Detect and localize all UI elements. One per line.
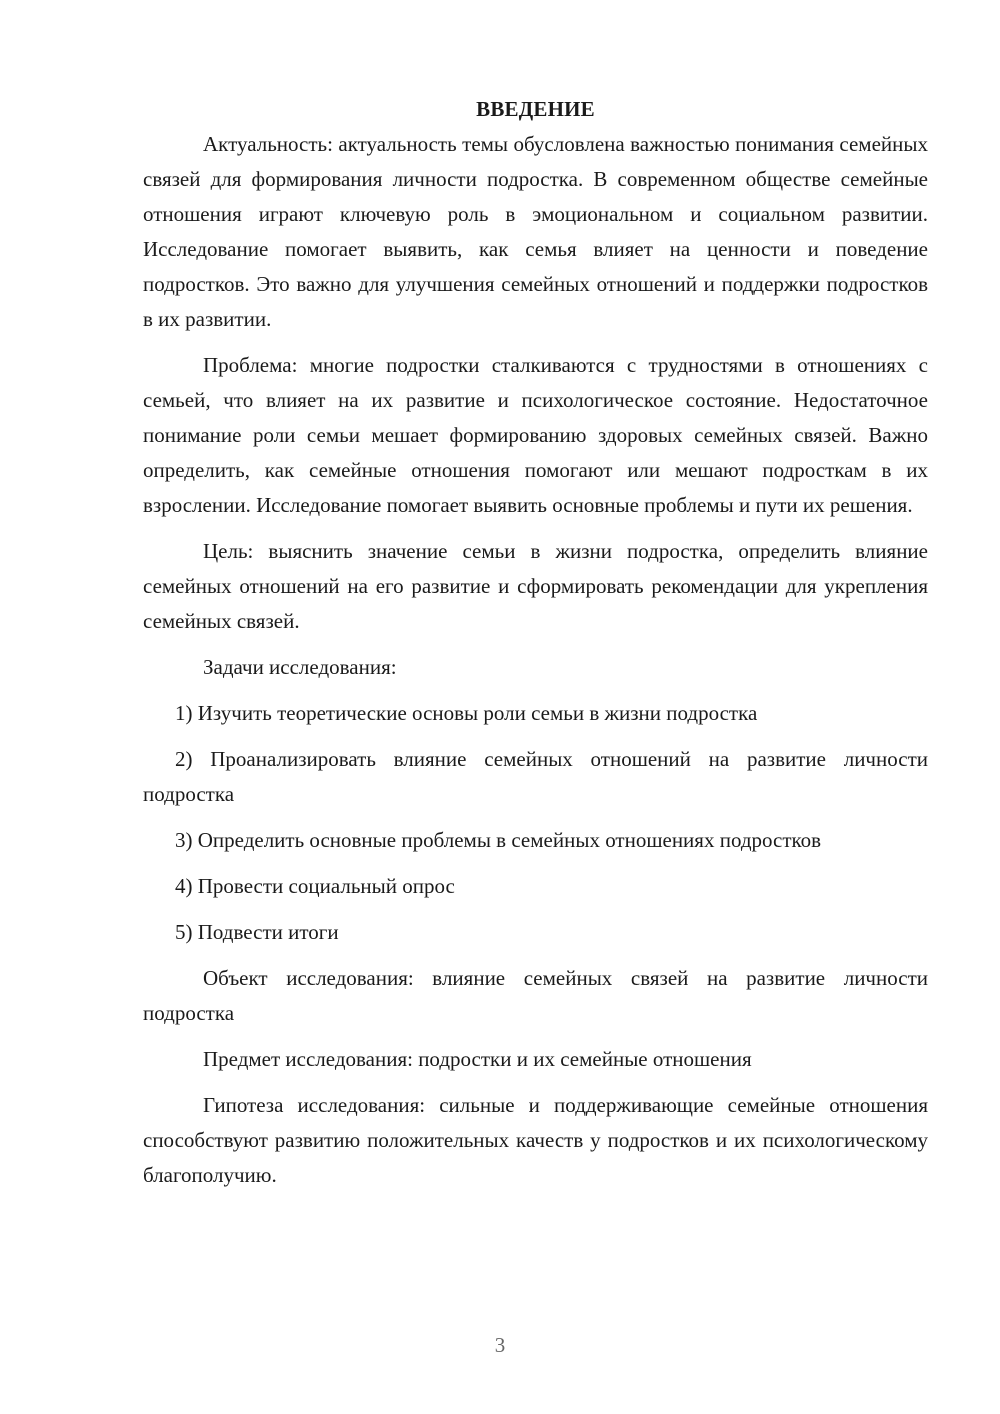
problem-paragraph: Проблема: многие подростки сталкиваются с трудностями в отношениях с семьей, что влияет на их развитие и психологическое состояние. Недостаточное понимание роли семьи мешает формированию здоровых семейных связей. Важно определить, как семейные отношения помогают или мешают подросткам в их взрослении. Исследование помогает выявить основные проблемы и пути их решения. (143, 353, 928, 517)
object-paragraph: Объект исследования: влияние семейных связей на развитие личности подростка (143, 966, 928, 1025)
tasks-list (143, 696, 928, 950)
task-item: 4) Провести социальный опрос (175, 874, 455, 898)
section-title: ВВЕДЕНИЕ (476, 97, 595, 121)
relevance-paragraph: Актуальность: актуальность темы обусловлена важностью понимания семейных связей для формирования личности подростка. В современном обществе семейные отношения играют ключевую роль в эмоциональном и социальном развитии. Исследование помогает выявить, как семья влияет на ценности и поведение подростков. Это важно для улучшения семейных отношений и поддержки подростков в их развитии. (143, 132, 928, 331)
document-page (143, 92, 928, 1204)
task-item: 1) Изучить теоретические основы роли семьи в жизни подростка (175, 701, 758, 725)
page-number: 3 (494, 1333, 506, 1357)
task-item: 5) Подвести итоги (175, 920, 339, 944)
tasks-heading: Задачи исследования: (203, 655, 397, 679)
subject-paragraph: Предмет исследования: подростки и их семейные отношения (203, 1047, 752, 1071)
task-item: 3) Определить основные проблемы в семейных отношениях подростков (175, 828, 822, 852)
hypothesis-paragraph: Гипотеза исследования: сильные и поддерживающие семейные отношения способствуют развитию положительных качеств у подростков и их психологическому благополучию. (143, 1093, 928, 1187)
task-item: 2) Проанализировать влияние семейных отношений на развитие личности подростка (143, 747, 928, 806)
goal-paragraph: Цель: выяснить значение семьи в жизни подростка, определить влияние семейных отношений на его развитие и сформировать рекомендации для укрепления семейных связей. (143, 539, 928, 633)
